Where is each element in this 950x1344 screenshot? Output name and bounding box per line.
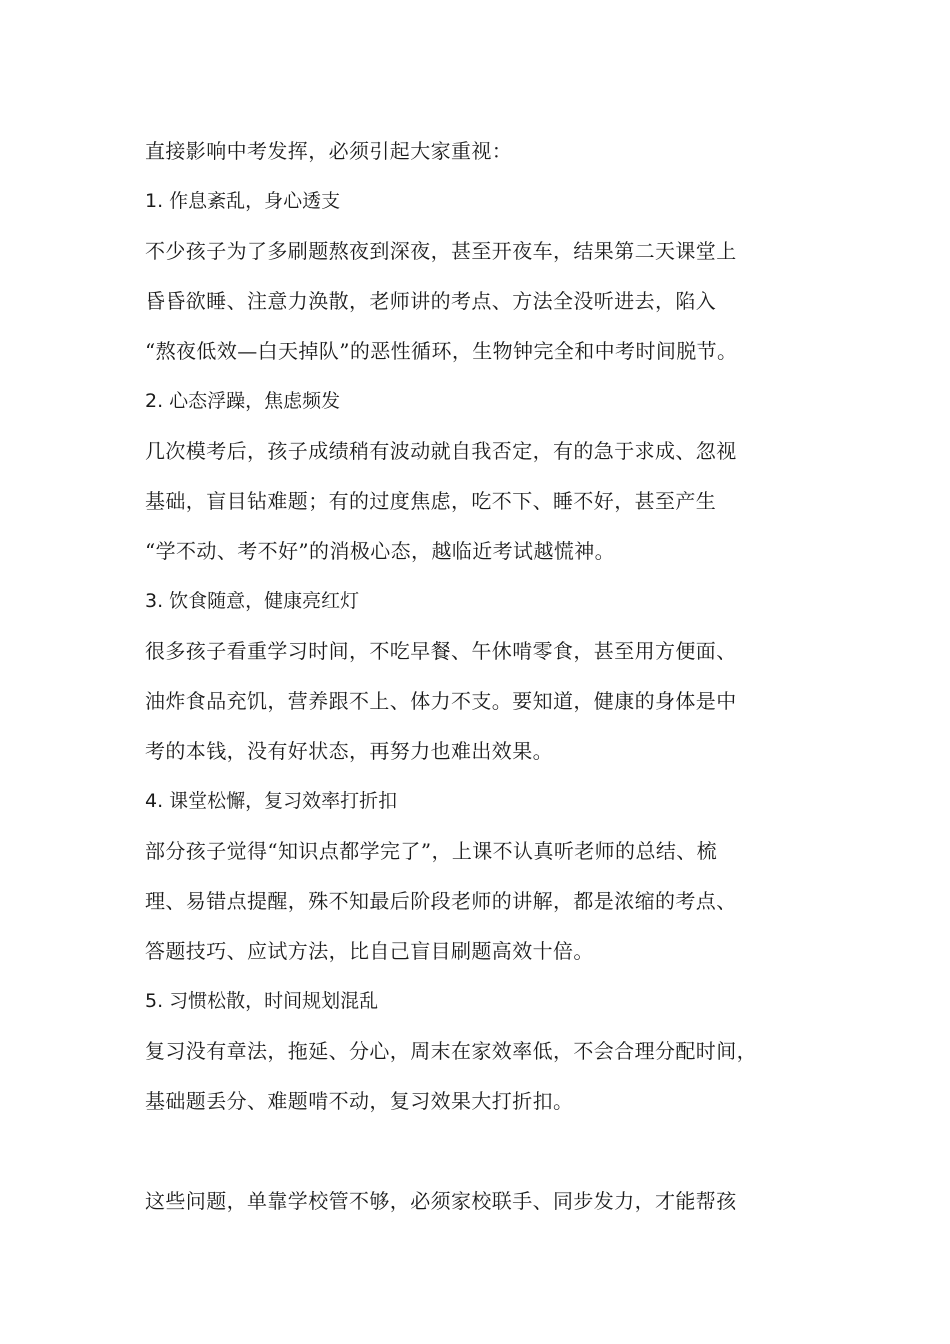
section-3-line-3: 考的本钱，没有好状态，再努力也难出效果。 bbox=[145, 739, 553, 763]
paragraph-gap bbox=[145, 1126, 825, 1176]
section-4-line-2: 理、易错点提醒，殊不知最后阶段老师的讲解，都是浓缩的考点、 bbox=[145, 889, 737, 913]
section-heading-5: 5. 习惯松散，时间规划混乱 bbox=[145, 990, 379, 1012]
section-heading-4: 4. 课堂松懈，复习效率打折扣 bbox=[145, 790, 398, 812]
document-body bbox=[145, 126, 825, 1226]
section-heading-1: 1. 作息紊乱，身心透支 bbox=[145, 190, 341, 212]
section-2-line-3: “学不动、考不好”的消极心态，越临近考试越慌神。 bbox=[145, 539, 616, 563]
section-5-line-1: 复习没有章法，拖延、分心，周末在家效率低，不会合理分配时间， bbox=[145, 1039, 757, 1063]
section-4-line-3: 答题技巧、应试方法，比自己盲目刷题高效十倍。 bbox=[145, 939, 594, 963]
section-1-line-1: 不少孩子为了多刷题熬夜到深夜，甚至开夜车，结果第二天课堂上 bbox=[145, 239, 737, 263]
section-5-line-2: 基础题丢分、难题啃不动，复习效果大打折扣。 bbox=[145, 1089, 574, 1113]
section-2-line-1: 几次模考后，孩子成绩稍有波动就自我否定，有的急于求成、忽视 bbox=[145, 439, 737, 463]
section-4-line-1: 部分孩子觉得“知识点都学完了”，上课不认真听老师的总结、梳 bbox=[145, 839, 718, 863]
section-1-line-2: 昏昏欲睡、注意力涣散，老师讲的考点、方法全没听进去，陷入 bbox=[145, 289, 717, 313]
section-heading-2: 2. 心态浮躁，焦虑频发 bbox=[145, 390, 341, 412]
section-heading-3: 3. 饮食随意，健康亮红灯 bbox=[145, 590, 360, 612]
section-1-line-3: “熬夜低效—白天掉队”的恶性循环，生物钟完全和中考时间脱节。 bbox=[145, 339, 738, 363]
section-2-line-2: 基础，盲目钻难题；有的过度焦虑，吃不下、睡不好，甚至产生 bbox=[145, 489, 717, 513]
intro-line: 直接影响中考发挥，必须引起大家重视： bbox=[145, 139, 513, 163]
section-3-line-2: 油炸食品充饥，营养跟不上、体力不支。要知道，健康的身体是中 bbox=[145, 689, 737, 713]
closing-line: 这些问题，单靠学校管不够，必须家校联手、同步发力，才能帮孩 bbox=[145, 1189, 737, 1213]
section-3-line-1: 很多孩子看重学习时间，不吃早餐、午休啃零食，甚至用方便面、 bbox=[145, 639, 737, 663]
